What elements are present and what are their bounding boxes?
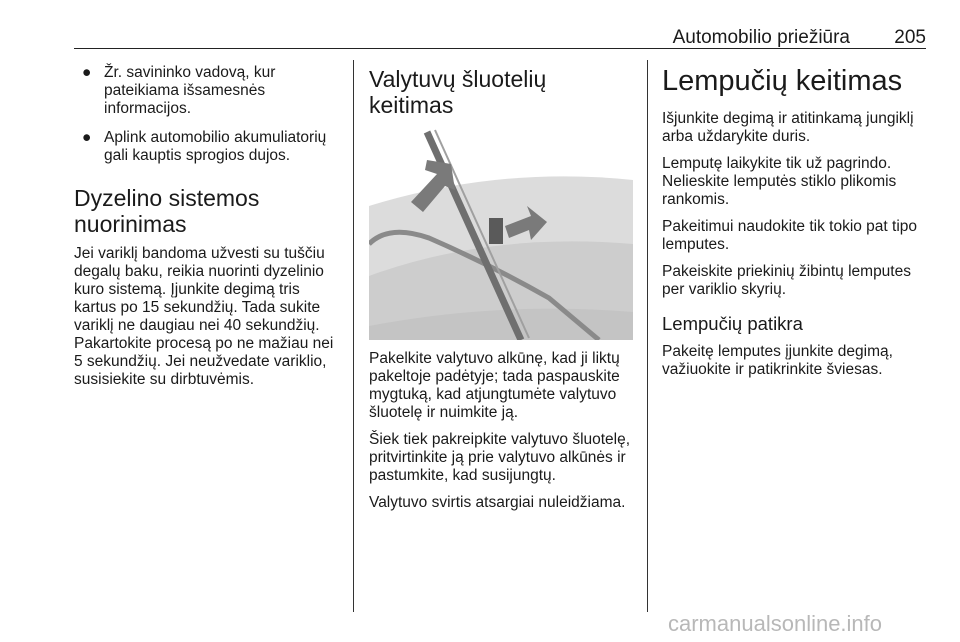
watermark: carmanualsonline.info [668,611,883,636]
section-title-wiper: Valytuvų šluotelių keitimas [369,66,547,118]
page-number: 205 [894,27,926,48]
bullet-dot: ● [82,64,92,81]
wiper-figure [369,126,633,340]
column-divider-1 [353,60,354,612]
wiper-paragraph-2: Šiek tiek pakreipkite valytuvo šluotelę, pritvirtinkite ją prie valytuvo alkūnės ir pastumkite, kad susijungtų. [369,431,631,484]
bullet-dot: ● [82,129,92,146]
bullet-text: Žr. savininko vadovą, kur pateikiama išsamesnės informacijos. [104,64,276,117]
subsection-title-bulb-check: Lempučių patikra [662,313,803,334]
bulbs-paragraph-4: Pakeiskite priekinių žibintų lemputes per variklio skyrių. [662,263,911,298]
bullet-item [74,129,346,165]
header-rule [74,48,926,49]
bulbs-paragraph-3: Pakeitimui naudokite tik tokio pat tipo lemputes. [662,218,918,253]
page-header-title: Automobilio priežiūra [672,27,850,48]
bullet-list [74,64,346,165]
section-title-diesel: Dyzelino sistemos nuorinimas [74,185,260,237]
wiper-paragraph-3: Valytuvo svirtis atsargiai nuleidžiama. [369,494,626,511]
column-3 [662,64,928,388]
wiper-paragraph-1: Pakelkite valytuvo alkūnę, kad ji liktų pakeltoje padėtyje; tada paspauskite mygtuką, kad atjungtumėte valytuvo šluotelę ir nuimkite ją. [369,350,620,421]
bullet-text: Aplink automobilio akumuliatorių gali kauptis sprogios dujos. [104,129,327,164]
wiper-illustration [369,126,633,340]
column-2 [369,64,633,521]
bulbs-paragraph-1: Išjunkite degimą ir atitinkamą jungiklį arba uždarykite duris. [662,110,914,145]
column-1 [74,64,346,398]
section-title-bulbs: Lempučių keitimas [662,65,903,97]
column-divider-2 [647,60,648,612]
bulb-check-paragraph: Pakeitę lemputes įjunkite degimą, važiuokite ir patikrinkite šviesas. [662,343,893,378]
diesel-paragraph: Jei variklį bandoma užvesti su tuščiu degalų baku, reikia nuorinti dyzelinio kuro sistemą. Įjunkite degimą tris kartus po 15 sekundžių. Tada sukite variklį ne daugiau nei 40 sekundžių. Pakartokite procesą po ne mažiau nei 5 sekundžių. Jei neužvedate variklio, susisiekite su dirbtuvėmis. [74,245,334,388]
bulbs-paragraph-2: Lemputę laikykite tik už pagrindo. Nelieskite lemputės stiklo plikomis rankomis. [662,155,897,208]
bullet-item [74,64,346,118]
